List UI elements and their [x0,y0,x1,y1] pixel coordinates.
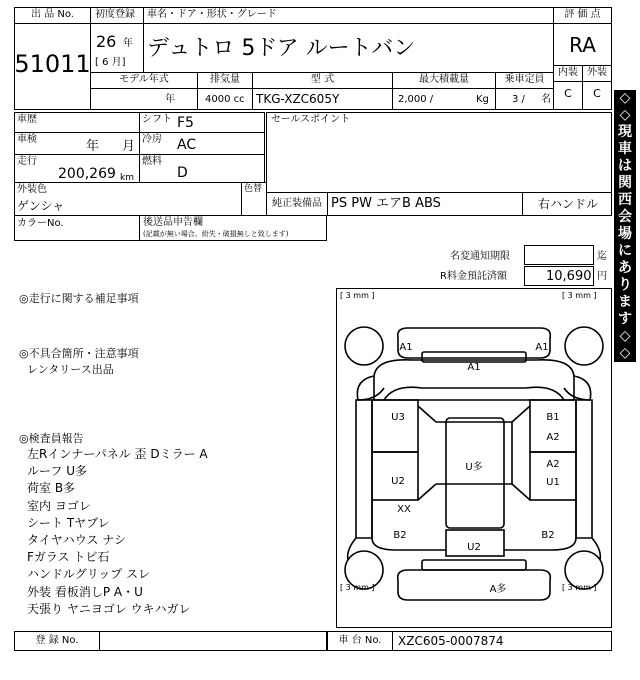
first-reg-year: 26 [96,32,117,51]
defects-text: レンタリース出品 [27,363,114,376]
color-change-label: 色替 [244,184,263,194]
mark-left-xx: XX [397,504,411,515]
first-reg-year-unit: 年 [123,38,133,49]
reg-no-label: 登 録 No. [35,635,79,646]
mark-right-rear-1: A2 [546,459,560,470]
exterior-grade: C [593,87,601,100]
vehicle-damage-diagram [336,288,612,628]
notice-char: 西 [618,192,632,208]
aftermarket-note: (記載が無い場合、紛失・破損無しと致します) [143,230,289,238]
tire-depth-rl: [ 3 mm ] [340,583,375,592]
ext-color-value: ゲンシャ [17,199,65,213]
model-year-unit: 年 [165,94,175,105]
notice-char: ◇ [619,328,631,344]
capacity-unit: 名 [541,94,551,105]
sales-point-label: セールスポイント [271,114,351,125]
steering-value: 右ハンドル [538,197,599,211]
mileage-value: 200,269 [58,166,116,182]
inspector-report-line: 荷室 B多 [27,481,76,496]
cabin-outline [436,422,512,484]
inspector-report-line: ルーフ U多 [27,464,87,479]
roof-panel [446,418,504,528]
model-year-value-cell [90,88,198,110]
equipment-label: 純正装備品 [272,198,322,209]
color-no-label: カラーNo. [17,218,64,229]
mark-right-rear-2: U1 [546,477,560,488]
tire-depth-rr: [ 3 mm ] [562,583,597,592]
load-value: 2,000 / [398,94,434,105]
inspection-label: 車検 [17,134,37,145]
mark-roof: U多 [465,462,483,473]
shift-label: シフト [142,114,172,125]
first-reg-label: 初度登録 [95,9,135,20]
fuel-label: 燃料 [142,156,162,167]
mark-tail: U2 [467,542,481,553]
load-unit: Kg [476,94,489,105]
mark-right-front-2: A2 [546,432,560,443]
front-right-wheel [565,327,603,365]
inspector-report-line: Fガラス トビ石 [27,550,110,565]
title-deadline-unit: 迄 [597,251,607,262]
tire-depth-fr: [ 3 mm ] [562,291,597,300]
inspection-year-unit: 年 [86,139,100,154]
notice-char: 会 [618,209,632,225]
pillar-lines [418,406,530,500]
inspector-report-line: 左Rインナーパネル 歪 Dミラー A [27,447,208,461]
rear-lamp-bar [422,560,526,570]
history-label: 車歴 [17,114,37,125]
inspection-month-unit: 月 [122,139,136,154]
rear-bumper [398,570,551,600]
ac-value: AC [177,137,197,153]
mark-left-rear: U2 [391,476,405,487]
ext-color-label: 外装色 [17,184,47,195]
inspector-report-line: タイヤハウス ナシ [27,533,126,548]
ac-label: 冷房 [142,134,162,145]
inspector-title: ◎検査員報告 [19,432,84,445]
capacity-label: 乗車定員 [504,74,545,85]
right-front-door [530,400,576,452]
notice-char: ◇ [619,107,631,123]
model-year-label: モデル年式 [119,74,169,85]
notice-char: ◇ [619,90,631,106]
aftermarket-label: 後送品申告欄 [143,217,203,228]
type-value: TKG-XZC605Y [256,92,340,106]
notice-char: ◇ [619,345,631,361]
notice-char: 現 [618,124,632,140]
exterior-label: 外装 [587,67,607,78]
equipment-value: PS PW エアB ABS [331,196,441,211]
mark-left-front: U3 [391,412,405,423]
mark-hood: A1 [467,362,481,373]
inspector-report-line: 室内 ヨゴレ [27,498,91,513]
chassis-label: 車 台 No. [338,635,382,646]
title-deadline-box [524,245,594,265]
notice-char: に [618,243,632,259]
mark-front-right: A1 [535,342,549,353]
eval-score: RA [569,33,596,57]
capacity-value: 3 / [512,94,525,105]
notice-char: は [618,158,632,174]
mileage-unit: km [120,173,134,183]
eval-label: 評 価 点 [564,9,601,20]
hood-line [384,387,564,400]
notice-char: あ [618,260,632,276]
displacement-label: 排気量 [210,74,240,85]
mark-left-b2: B2 [393,530,407,541]
load-label: 最大積載量 [419,74,469,85]
right-rear-quarter [504,500,576,550]
mark-rear: A多 [489,584,507,595]
notice-char: ま [618,294,632,310]
inspector-report-list [27,446,327,618]
notice-char: 場 [618,226,632,242]
fuel-value: D [177,165,188,181]
driving-notes-title: ◎走行に関する補足事項 [19,292,139,305]
inspector-report-line: シート Tヤブレ [27,515,110,530]
reg-no-value-cell [99,631,327,651]
front-bumper [398,328,551,358]
defects-title: ◎不具合箇所・注意事項 [19,347,139,360]
mileage-label: 走行 [17,156,37,167]
title-deadline-label: 名変通知期限 [450,251,510,262]
name-label: 車名・ドア・形状・グレード [147,9,277,20]
left-body-side [356,400,372,538]
location-notice-banner [614,90,636,362]
mark-front-left: A1 [399,342,413,353]
chassis-value: XZC605-0007874 [398,634,504,648]
left-fender [357,376,384,400]
lot-number: 51011 [14,50,91,78]
inspector-report-line: 天張り ヤニヨゴレ ウキハガレ [27,601,191,616]
interior-label: 内装 [558,67,578,78]
notice-char: 車 [618,141,632,157]
notice-char: り [618,277,632,293]
displacement-value: 4000 cc [205,94,245,105]
recycle-value: 10,690 [546,269,592,284]
tire-depth-fl: [ 3 mm ] [340,291,375,300]
right-body-side [576,400,592,538]
recycle-unit: 円 [597,271,607,282]
inspector-report-line: 外装 看板消しP A・U [27,584,143,599]
lot-label: 出 品 No. [31,9,74,20]
first-reg-month: [ 6 月] [95,57,126,68]
inspector-report-line: ハンドルグリップ スレ [27,567,151,582]
mark-right-front-1: B1 [546,412,560,423]
shift-value: F5 [177,115,194,131]
right-fender [564,376,591,400]
car-name: デュトロ 5ドア ルートバン [147,36,416,61]
recycle-label: R料金預託済額 [440,271,507,282]
interior-grade: C [564,87,572,100]
notice-char: す [618,311,632,327]
notice-char: 関 [618,175,632,191]
mark-right-b2: B2 [541,530,555,541]
type-label: 型 式 [310,74,335,85]
left-front-door [372,400,418,452]
front-left-wheel [345,327,383,365]
